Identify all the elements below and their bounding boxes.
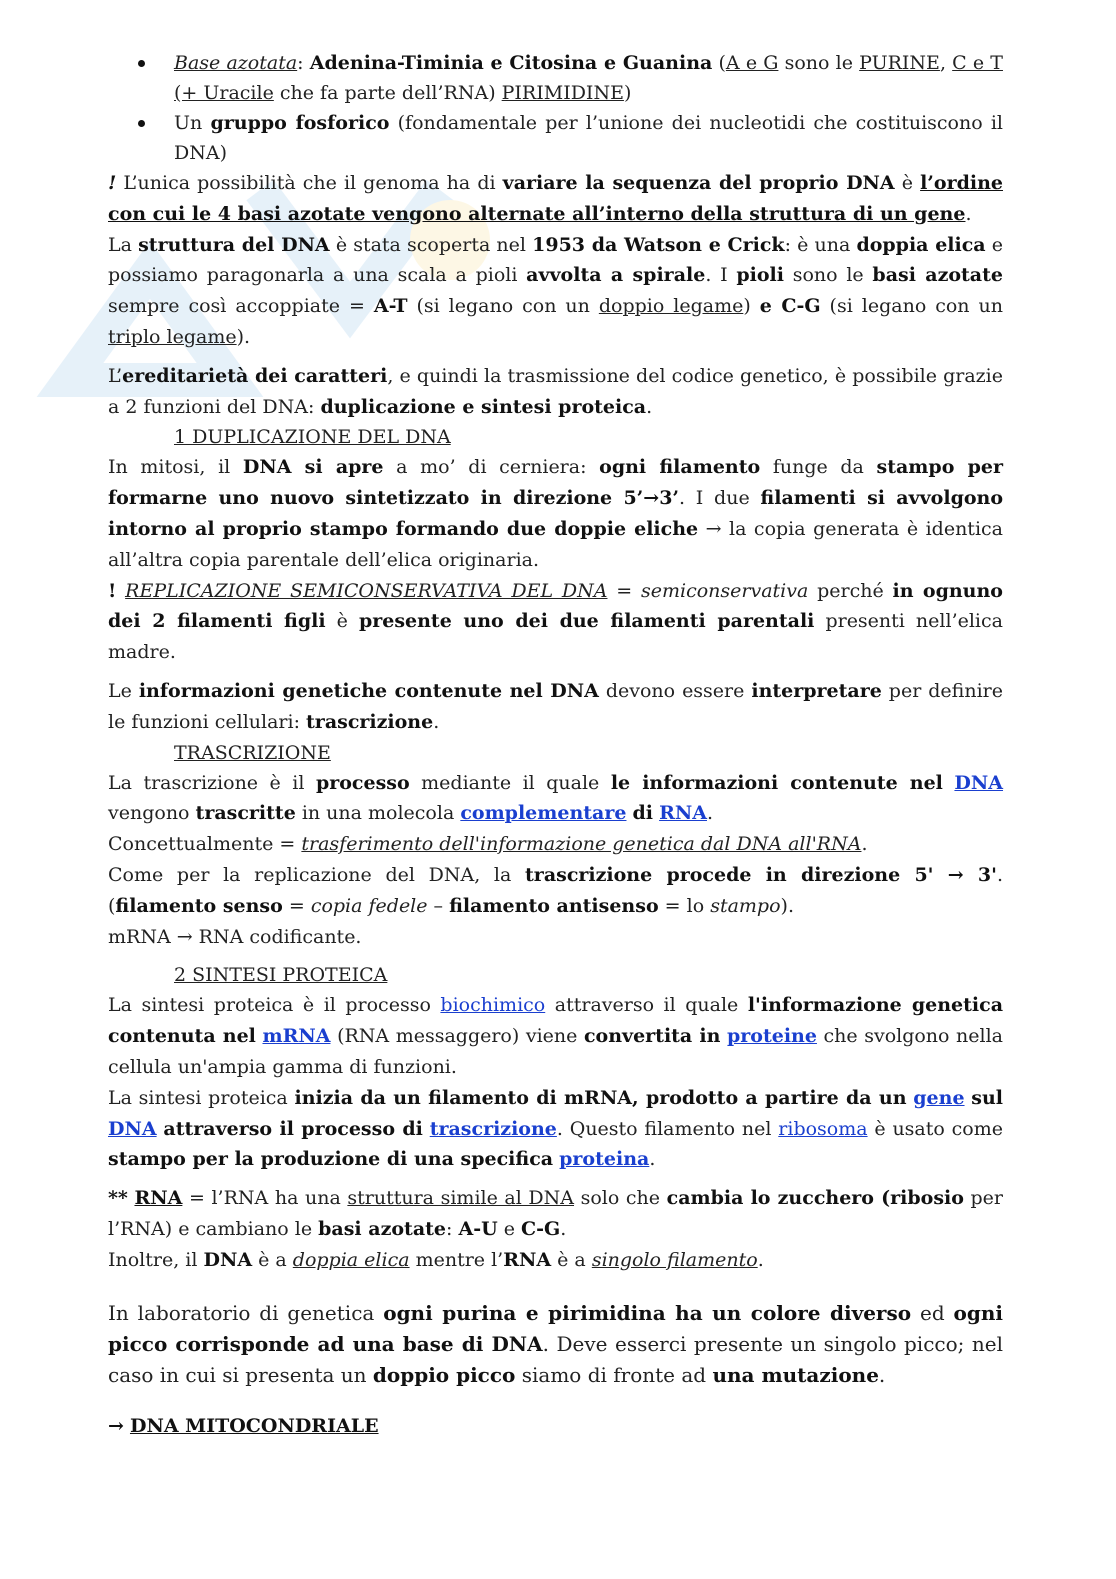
paragraph-filamento-mrna: La sintesi proteica inizia da un filamento di mRNA, prodotto a partire da un gene sul DNA attraverso il processo di trascrizione. Questo filamento nel ribosoma è usato come stampo per la produzione di una specifica proteina. — [108, 1086, 1003, 1171]
paragraph-laboratorio: In laboratorio di genetica ogni purina e pirimidina ha un colore diverso ed ogni picco corrisponde ad una base di DNA. Deve esserci presente un singolo picco; nel caso in cui si presenta un doppio picco siamo di fronte ad una mutazione. — [108, 1300, 1003, 1387]
paragraph-mitosi: In mitosi, il DNA si apre a mo’ di cerniera: ogni filamento funge da stampo per formarne uno nuovo sintetizzato in direzione 5’→3’. I due filamenti si avvolgono intorno al proprio stampo formando due doppie eliche → la copia generata è identica all’altra copia parentale dell’elica originaria. — [108, 456, 1004, 571]
document-page — [108, 48, 1003, 1441]
bullet-item-base-azotata: Base azotata: Adenina-Timinia e Citosina e Guanina (A e G sono le PURINE, C e T (+ Uracile che fa parte dell’RNA) PIRIMIDINE) — [108, 48, 1003, 108]
bullet-icon — [138, 60, 145, 67]
link-rna[interactable]: RNA — [659, 802, 707, 825]
heading-duplicazione: 1 DUPLICAZIONE DEL DNA — [174, 426, 451, 449]
link-complementare[interactable]: complementare — [460, 802, 627, 825]
link-ribosoma[interactable]: ribosoma — [778, 1117, 868, 1140]
paragraph-inoltre: Inoltre, il DNA è a doppia elica mentre l’RNA è a singolo filamento. — [108, 1248, 764, 1271]
paragraph-replicazione-semiconservativa: ! REPLICAZIONE SEMICONSERVATIVA DEL DNA = semiconservativa perché in ognuno dei 2 filamenti figli è presente uno dei due filamenti parentali presenti nell’elica madre. — [108, 579, 1003, 664]
paragraph-ereditarieta: L’ereditarietà dei caratteri, e quindi la trasmissione del codice genetico, è possibile grazie a 2 funzioni del DNA: duplicazione e sintesi proteica. — [108, 364, 1004, 418]
paragraph-rna: ** RNA = l’RNA ha una struttura simile al DNA solo che cambia lo zucchero (ribosio per l’RNA) e cambiano le basi azotate: A-U e C-G. — [108, 1187, 1003, 1240]
link-dna[interactable]: DNA — [954, 771, 1004, 794]
paragraph-concettualmente: Concettualmente = trasferimento dell'informazione genetica dal DNA all'RNA. — [108, 833, 868, 856]
link-dna-2[interactable]: DNA — [108, 1117, 157, 1140]
bullet-item-gruppo-fosforico: Un gruppo fosforico (fondamentale per l’unione dei nucleotidi che costituiscono il DNA) — [108, 108, 1003, 168]
section-dna-mitocondriale — [108, 1411, 1003, 1442]
link-trascrizione[interactable]: trascrizione — [429, 1117, 557, 1140]
heading-trascrizione: TRASCRIZIONE — [174, 741, 331, 764]
heading-sintesi-proteica: 2 SINTESI PROTEICA — [174, 964, 388, 987]
link-proteine[interactable]: proteine — [727, 1025, 817, 1048]
paragraph-struttura-dna: La struttura del DNA è stata scoperta nel 1953 da Watson e Crick: è una doppia elica e possiamo paragonarla a una scala a pioli avvolta a spirale. I pioli sono le basi azotate sempre così accoppiate = A-T (si legano con un doppio legame) e C-G (si legano con un triplo legame). — [108, 233, 1003, 348]
link-mrna[interactable]: mRNA — [262, 1025, 331, 1048]
bullet-icon — [138, 120, 145, 127]
paragraph-mrna: mRNA → RNA codificante. — [108, 925, 362, 948]
paragraph-trascrizione: La trascrizione è il processo mediante il quale le informazioni contenute nel DNA vengono trascritte in una molecola complementare di RNA. — [108, 771, 1004, 825]
section-title: DNA MITOCONDRIALE — [129, 1414, 379, 1437]
link-gene[interactable]: gene — [913, 1086, 965, 1109]
term: Base azotata — [174, 52, 298, 74]
link-biochimico[interactable]: biochimico — [440, 994, 546, 1017]
link-proteina[interactable]: proteina — [559, 1148, 650, 1171]
bullet-list — [108, 48, 1003, 168]
paragraph-direzione: Come per la replicazione del DNA, la trascrizione procede in direzione 5' → 3'. (filamento senso = copia fedele – filamento antisenso = lo stampo). — [108, 863, 1003, 917]
paragraph-informazioni-genetiche: Le informazioni genetiche contenute nel DNA devono essere interpretare per definire le funzioni cellulari: trascrizione. — [108, 679, 1003, 733]
paragraph-sintesi-proteica: La sintesi proteica è il processo biochimico attraverso il quale l'informazione genetica contenuta nel mRNA (RNA messaggero) viene convertita in proteine che svolgono nella cellula un'ampia gamma di funzioni. — [108, 994, 1004, 1078]
arrow-right-icon: → — [108, 1414, 124, 1437]
paragraph-genoma: ! L’unica possibilità che il genoma ha di variare la sequenza del proprio DNA è l’ordine con cui le 4 basi azotate vengono alternate all’interno della struttura di un gene. — [108, 172, 1003, 225]
